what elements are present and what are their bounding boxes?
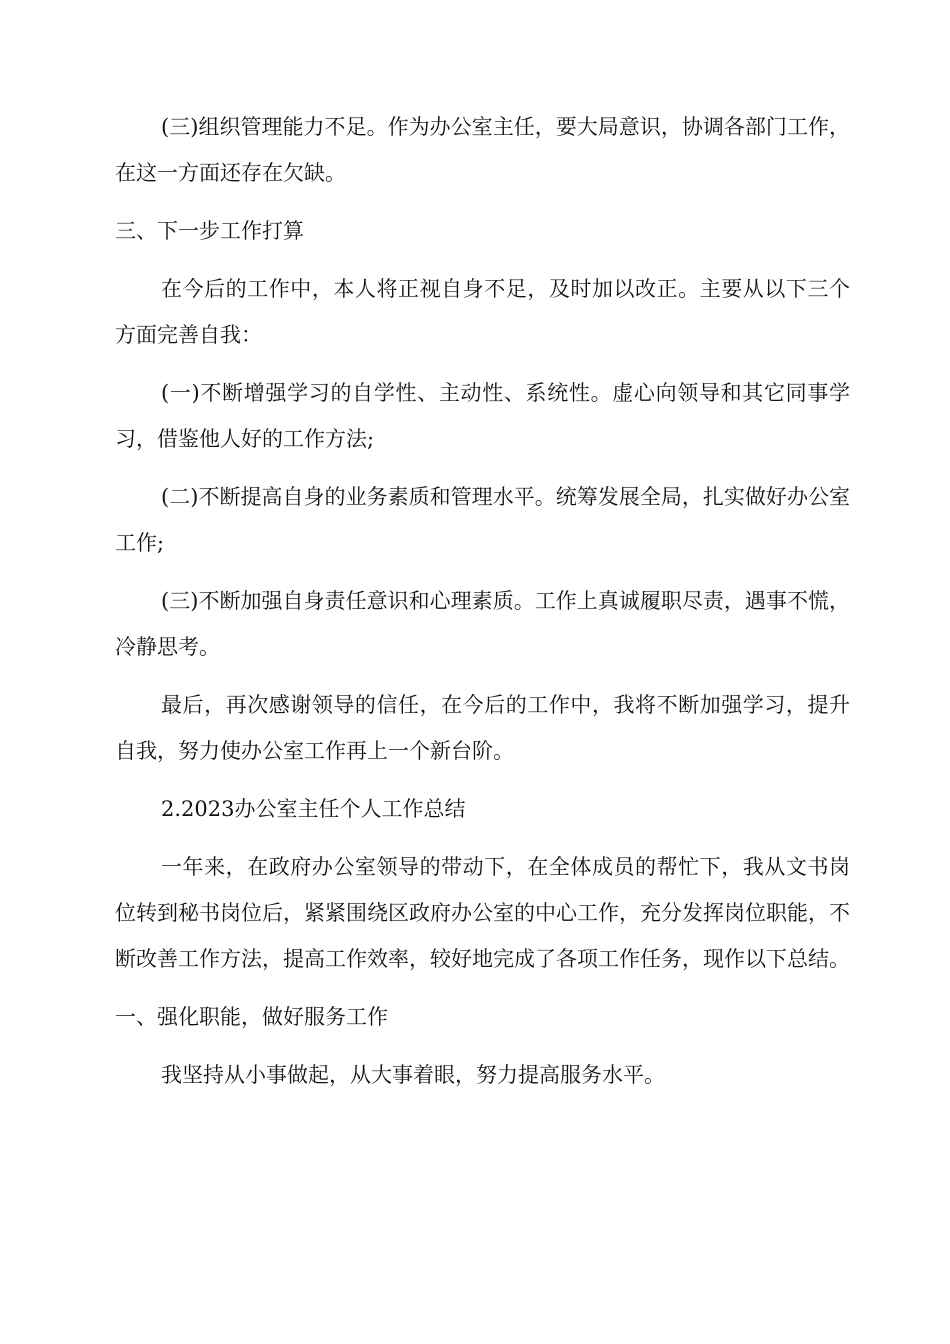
paragraph-plan-item-1: (一)不断增强学习的自学性、主动性、系统性。虚心向领导和其它同事学习，借鉴他人好的工作方法;	[115, 381, 850, 451]
paragraph-organization-ability: (三)组织管理能力不足。作为办公室主任，要大局意识，协调各部门工作，在这一方面还存在欠缺。	[115, 115, 850, 185]
section-heading-next-plan: 三、下一步工作打算	[115, 219, 304, 243]
section-heading-service-work: 一、强化职能，做好服务工作	[115, 1005, 388, 1029]
paragraph-closing: 最后，再次感谢领导的信任，在今后的工作中，我将不断加强学习，提升自我，努力使办公室工作再上一个新台阶。	[115, 693, 850, 763]
paragraph-plan-intro: 在今后的工作中，本人将正视自身不足，及时加以改正。主要从以下三个方面完善自我：	[115, 277, 850, 347]
paragraph-service-level: 我坚持从小事做起，从大事着眼，努力提高服务水平。	[161, 1063, 665, 1087]
paragraph-plan-item-3: (三)不断加强自身责任意识和心理素质。工作上真诚履职尽责，遇事不慌，冷静思考。	[115, 589, 850, 659]
document-body	[115, 104, 850, 1110]
document-subtitle: 2.2023办公室主任个人工作总结	[161, 797, 466, 821]
paragraph-plan-item-2: (二)不断提高自身的业务素质和管理水平。统筹发展全局，扎实做好办公室工作;	[115, 485, 850, 555]
paragraph-year-summary: 一年来，在政府办公室领导的带动下，在全体成员的帮忙下，我从文书岗位转到秘书岗位后，紧紧围绕区政府办公室的中心工作，充分发挥岗位职能，不断改善工作方法，提高工作效率，较好地完成了各项工作任务，现作以下总结。	[115, 855, 850, 971]
